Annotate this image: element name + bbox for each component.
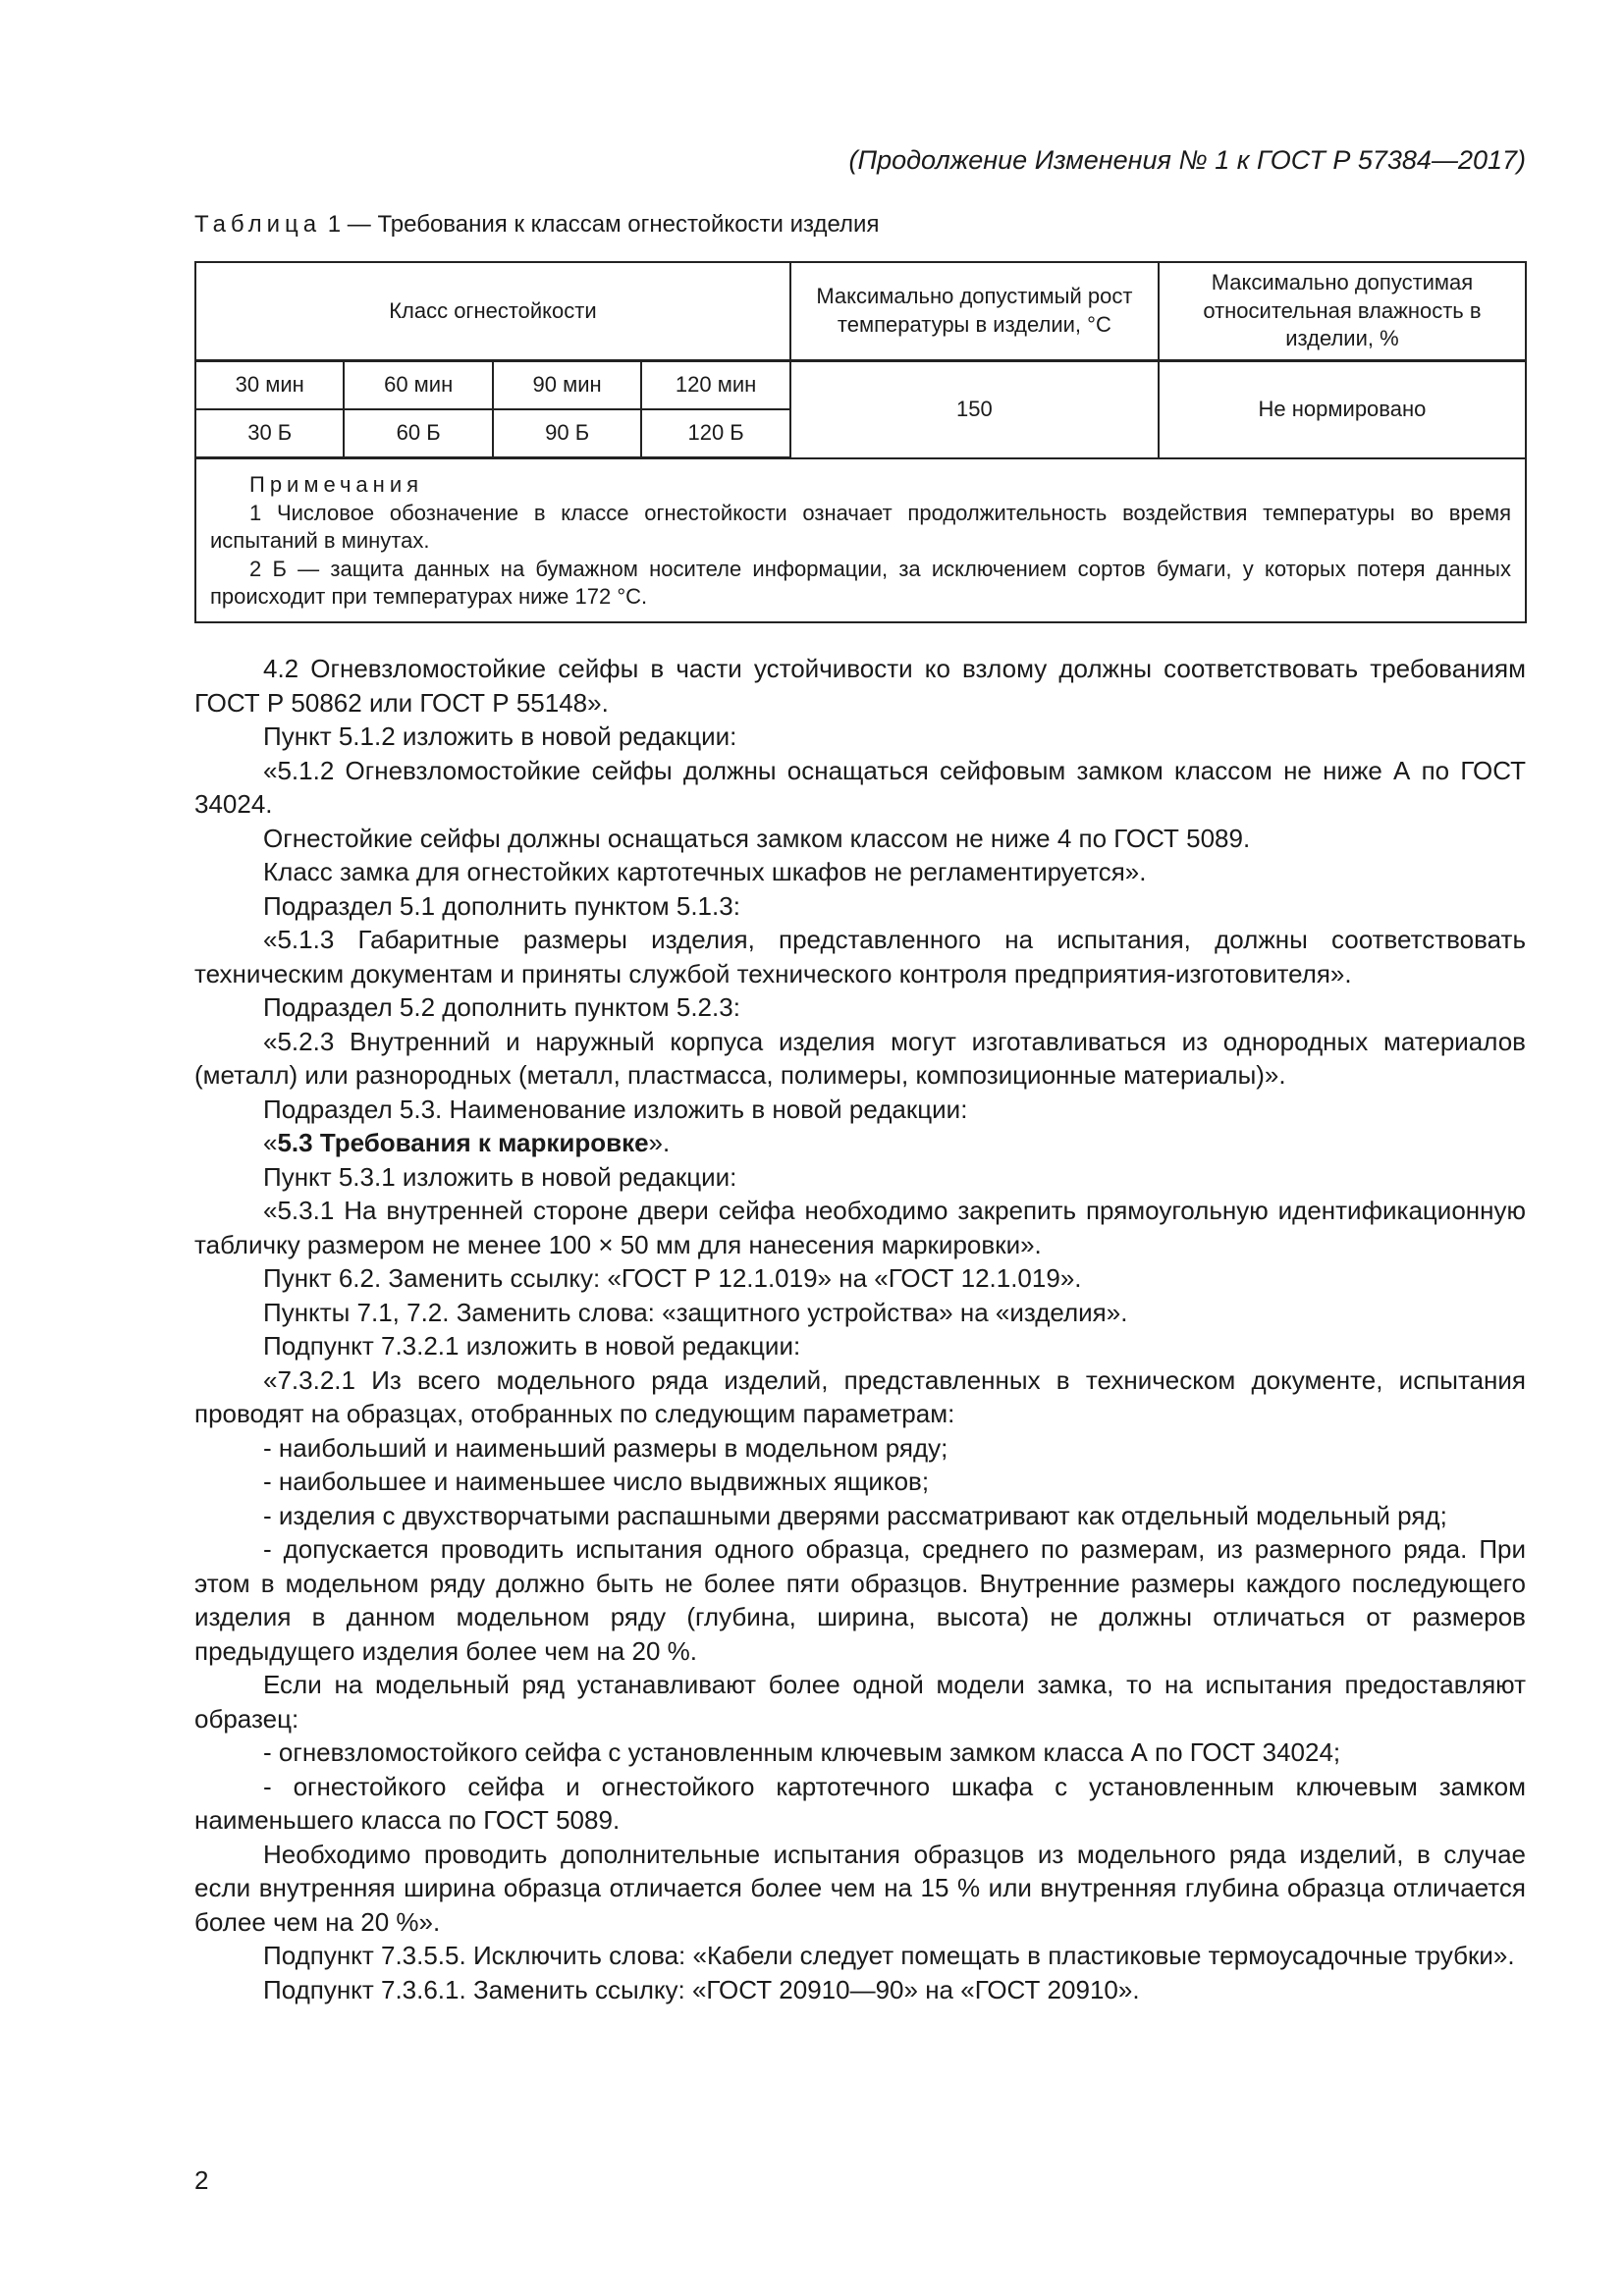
paragraph: «5.1.3 Габаритные размеры изделия, представленного на испытания, должны соответствовать техническим документам и приняты службой технического контроля предприятия-изготовителя». [194,925,1526,988]
paragraph: 4.2 Огневзломостойкие сейфы в части устойчивости ко взлому должны соответствовать требованиям ГОСТ Р 50862 или ГОСТ Р 55148». [194,654,1526,718]
header-class: Класс огнестойкости [195,262,790,361]
quote-open: « [263,1128,278,1157]
notes-heading: Примечания [249,472,424,497]
page-number: 2 [194,2165,209,2195]
table-notes-row [195,458,1526,622]
paragraph: Подраздел 5.1 дополнить пунктом 5.1.3: [263,890,740,921]
paragraph: Пункты 7.1, 7.2. Заменить слова: «защитного устройства» на «изделия». [263,1297,1128,1327]
paragraph: «7.3.2.1 Из всего модельного ряда изделий, представленных в техническом документе, испытания проводят на образцах, отобранных по следующим параметрам: [194,1364,1526,1428]
class-cell: 120 Б [641,409,790,458]
table-caption-text: 1 — Требования к классам огнестойкости изделия [327,211,880,238]
table-notes [195,458,1526,622]
amendment-text [194,652,1526,2006]
humidity-value: Не нормировано [1159,361,1526,458]
class-cell: 30 Б [195,409,344,458]
list-item: - наибольший и наименьший размеры в модельном ряду; [263,1432,948,1463]
continuation-header: (Продолжение Изменения № 1 к ГОСТ Р 57384—2017) [848,145,1526,175]
class-cell: 60 Б [344,409,492,458]
paragraph: Класс замка для огнестойких картотечных шкафов не регламентируется». [263,857,1147,886]
paragraph: «5.1.2 Огневзломостойкие сейфы должны оснащаться сейфовым замком классом не ниже А по ГОСТ 34024. [194,755,1526,819]
temperature-value: 150 [790,361,1159,458]
section-title-paragraph [194,1126,1526,1160]
table-row [195,361,1526,410]
time-cell: 120 мин [641,361,790,410]
paragraph: Пункт 5.1.2 изложить в новой редакции: [263,721,737,751]
paragraph: Подраздел 5.3. Наименование изложить в новой редакции: [263,1094,968,1124]
paragraph: Необходимо проводить дополнительные испытания образцов из модельного ряда изделий, в случае если внутренняя ширина образца отличается более чем на 15 % или внутренняя глубина образца отличается более чем на 20 %». [194,1839,1526,1937]
header-humidity: Максимально допустимая относительная влажность в изделии, % [1159,262,1526,361]
list-item: - наибольшее и наименьшее число выдвижных ящиков; [263,1467,930,1496]
paragraph: Пункт 6.2. Заменить ссылку: «ГОСТ Р 12.1.019» на «ГОСТ 12.1.019». [263,1263,1082,1293]
class-cell: 90 Б [493,409,641,458]
quote-close: ». [648,1128,671,1157]
paragraph: Подраздел 5.2 дополнить пунктом 5.2.3: [263,992,740,1022]
list-item: - огнестойкого сейфа и огнестойкого картотечного шкафа с установленным ключевым замком наименьшего класса по ГОСТ 5089. [194,1771,1526,1835]
paragraph: Подпункт 7.3.6.1. Заменить ссылку: «ГОСТ 20910—90» на «ГОСТ 20910». [263,1974,1140,2004]
paragraph: Если на модельный ряд устанавливают более одной модели замка, то на испытания предоставляют образец: [194,1670,1526,1734]
list-item: - изделия с двухстворчатыми распашными дверями рассматривают как отдельный модельный ряд; [263,1500,1447,1530]
note-1: 1 Числовое обозначение в классе огнестойкости означает продолжительность воздействия температуры во время испытаний в минутах. [210,500,1511,554]
table-header-row [195,262,1526,361]
paragraph: Подпункт 7.3.2.1 изложить в новой редакции: [263,1331,801,1361]
paragraph: «5.2.3 Внутренний и наружный корпуса изделия могут изготавливаться из однородных материалов (металл) или разнородных (металл, пластмасса, полимеры, композиционные материалы)». [194,1026,1526,1090]
time-cell: 30 мин [195,361,344,410]
fire-resistance-table [194,261,1527,623]
header-temperature: Максимально допустимый рост температуры в изделии, °С [790,262,1159,361]
table-caption [194,211,879,239]
time-cell: 60 мин [344,361,492,410]
paragraph: Огнестойкие сейфы должны оснащаться замком классом не ниже 4 по ГОСТ 5089. [263,823,1251,853]
paragraph: Подпункт 7.3.5.5. Исключить слова: «Кабели следует помещать в пластиковые термоусадочные трубки». [263,1941,1515,1970]
note-2: 2 Б — защита данных на бумажном носителе информации, за исключением сортов бумаги, у которых потеря данных происходит при температурах ниже 172 °С. [210,556,1511,610]
paragraph: «5.3.1 На внутренней стороне двери сейфа необходимо закрепить прямоугольную идентификационную табличку размером не менее 100 × 50 мм для нанесения маркировки». [194,1196,1526,1259]
section-title: 5.3 Требования к маркировке [277,1128,649,1157]
list-item: - допускается проводить испытания одного образца, среднего по размерам, из размерного ряда. При этом в модельном ряду должно быть не более пяти образцов. Внутренние размеры каждого последующего изделия в данном модельном ряду (глубина, ширина, высота) не должны отличаться от размеров предыдущего изделия более чем на 20 %. [194,1534,1526,1666]
table-caption-label: Таблица [194,211,322,238]
paragraph: Пункт 5.3.1 изложить в новой редакции: [263,1161,737,1192]
time-cell: 90 мин [493,361,641,410]
list-item: - огневзломостойкого сейфа с установленным ключевым замком класса А по ГОСТ 34024; [263,1737,1341,1767]
